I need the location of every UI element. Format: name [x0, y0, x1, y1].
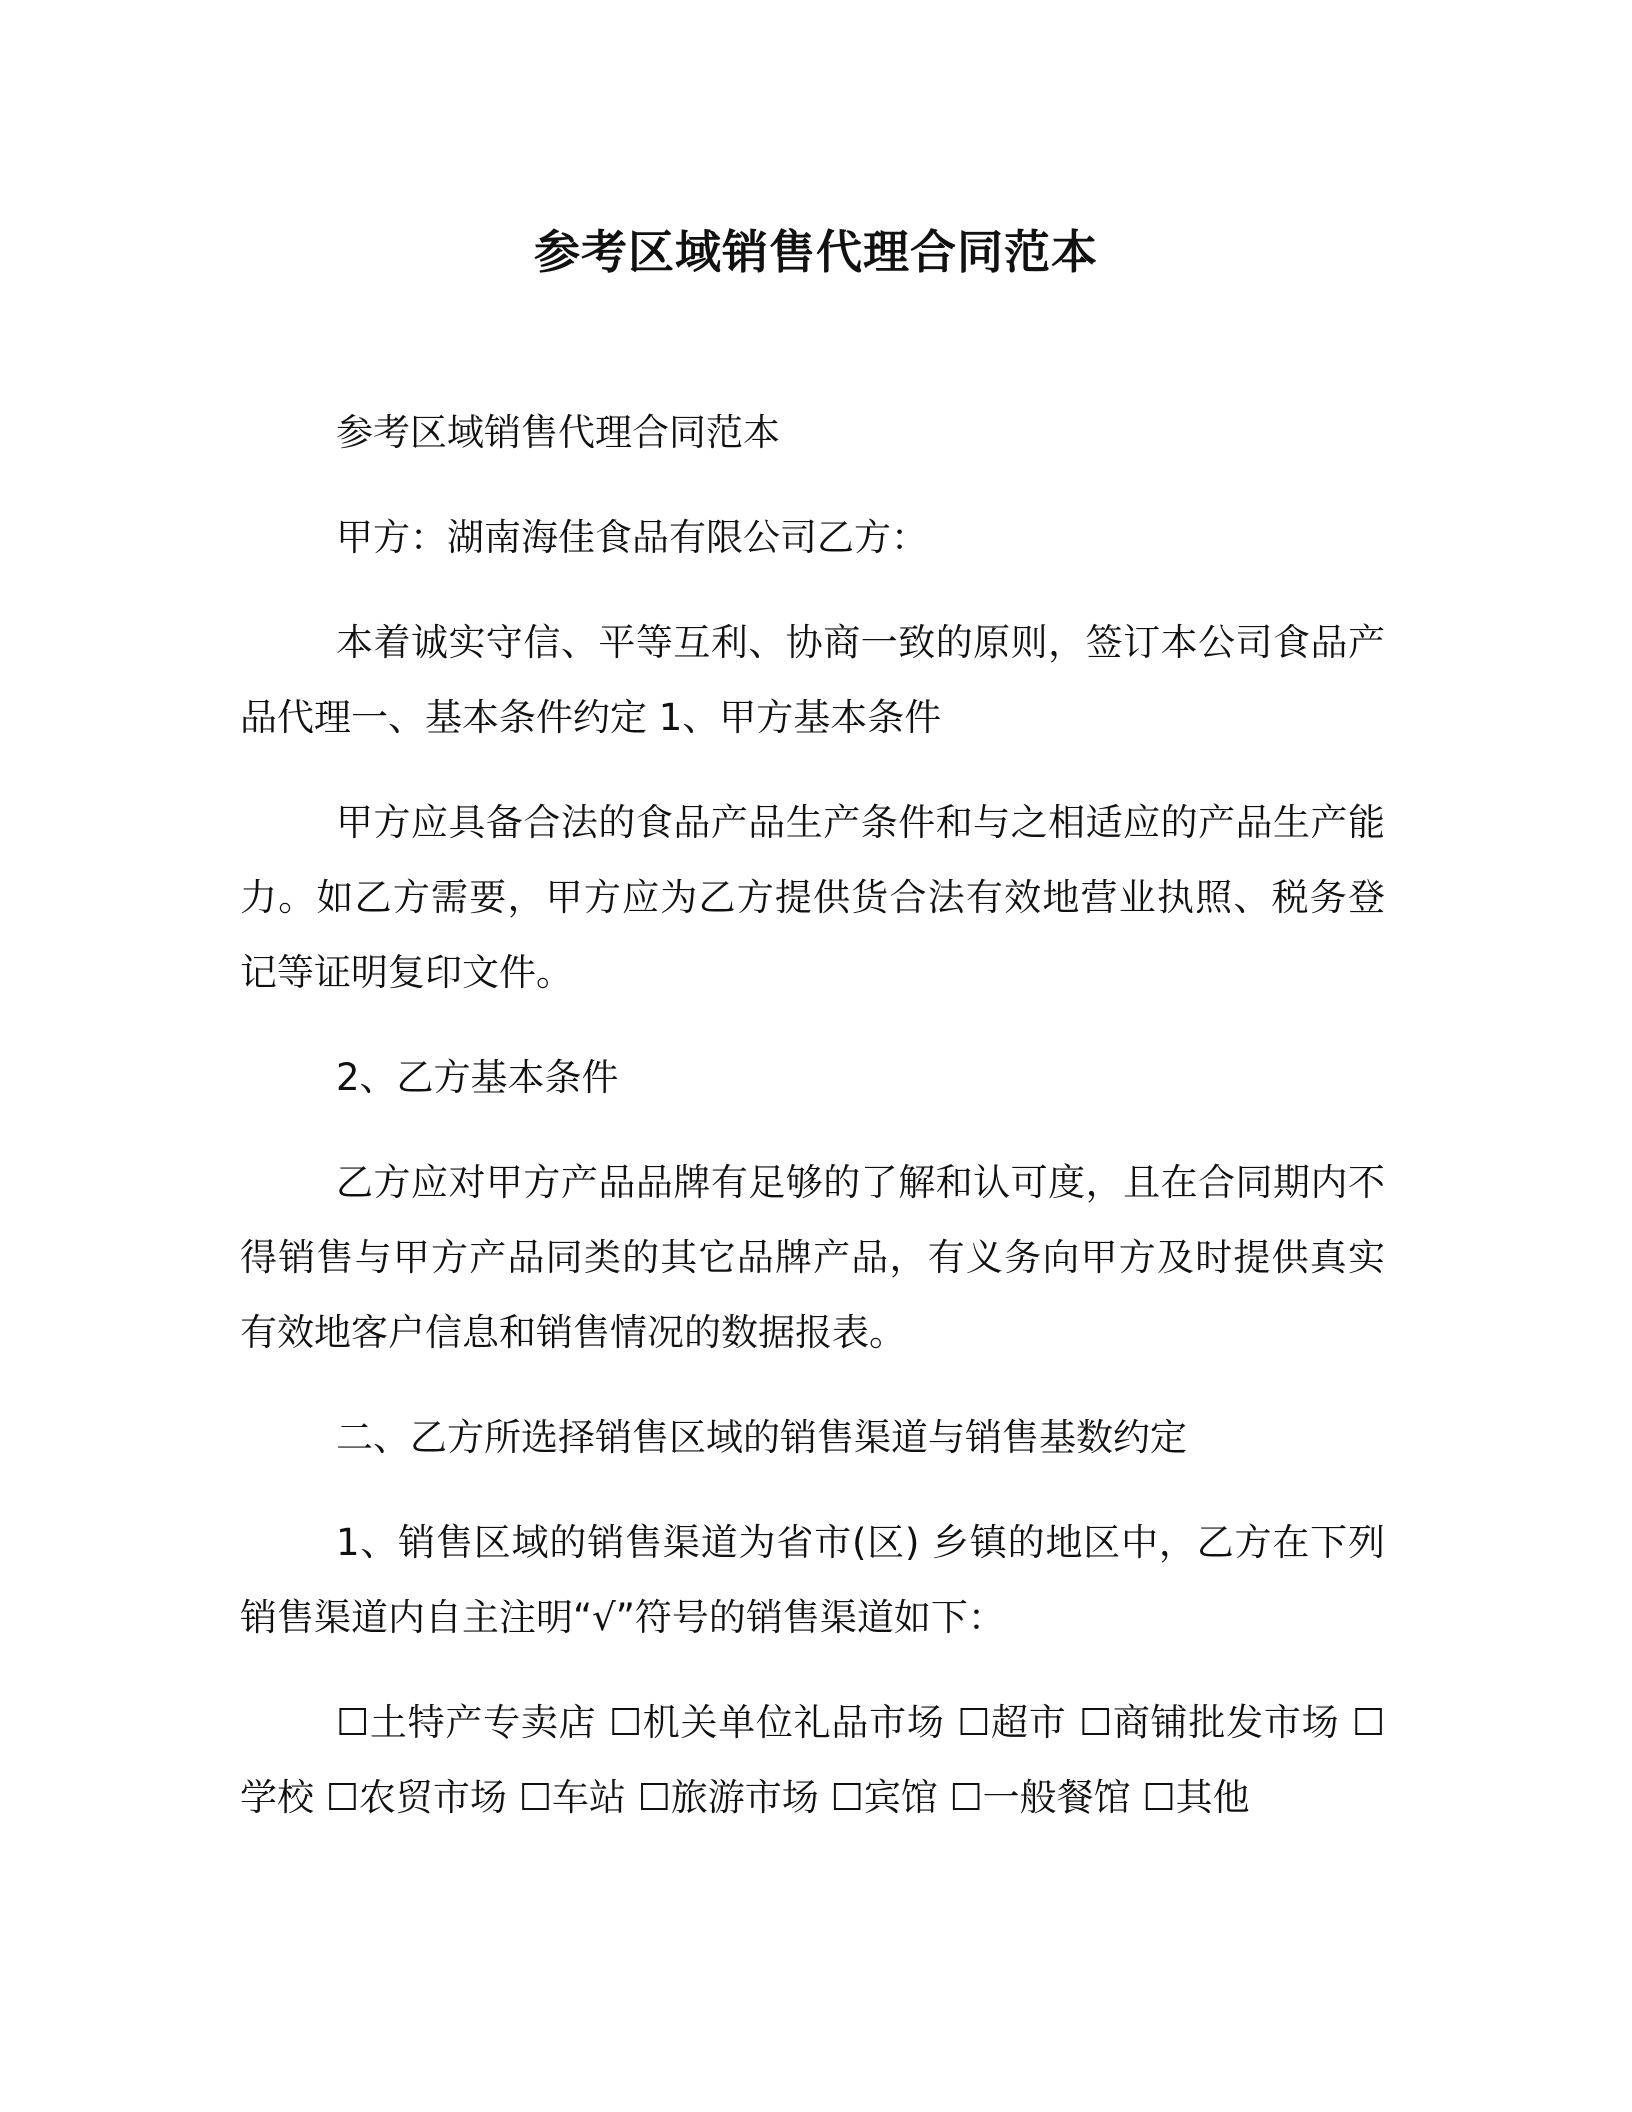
document-title: 参考区域销售代理合同范本 [534, 225, 1098, 279]
paragraph-channel-checklist: ☐土特产专卖店 ☐机关单位礼品市场 ☐超市 ☐商铺批发市场 ☐学校 ☐农贸市场 ☐车站 ☐旅游市场 ☐宾馆 ☐一般餐馆 ☐其他 [240, 1701, 1385, 1819]
paragraph-party-a-conditions: 甲方应具备合法的食品产品生产条件和与之相适应的产品生产能力。如乙方需要，甲方应为乙方提供货合法有效地营业执照、税务登记等证明复印文件。 [240, 801, 1385, 994]
paragraph-sales-channels: 1、销售区域的销售渠道为省市(区) 乡镇的地区中，乙方在下列销售渠道内自主注明“√”符号的销售渠道如下： [240, 1521, 1385, 1639]
paragraph-parties: 甲方：湖南海佳食品有限公司乙方： [336, 516, 928, 559]
paragraph-party-b-conditions: 乙方应对甲方产品品牌有足够的了解和认可度，且在合同期内不得销售与甲方产品同类的其它品牌产品，有义务向甲方及时提供真实有效地客户信息和销售情况的数据报表。 [240, 1161, 1385, 1354]
paragraph-subtitle: 参考区域销售代理合同范本 [336, 411, 780, 454]
paragraph-principle: 本着诚实守信、平等互利、协商一致的原则，签订本公司食品产品代理一、基本条件约定 1、甲方基本条件 [240, 621, 1385, 739]
paragraph-heading-party-b: 2、乙方基本条件 [336, 1056, 619, 1099]
paragraph-section-two-heading: 二、乙方所选择销售区域的销售渠道与销售基数约定 [336, 1416, 1187, 1459]
document-body [240, 395, 1385, 1835]
